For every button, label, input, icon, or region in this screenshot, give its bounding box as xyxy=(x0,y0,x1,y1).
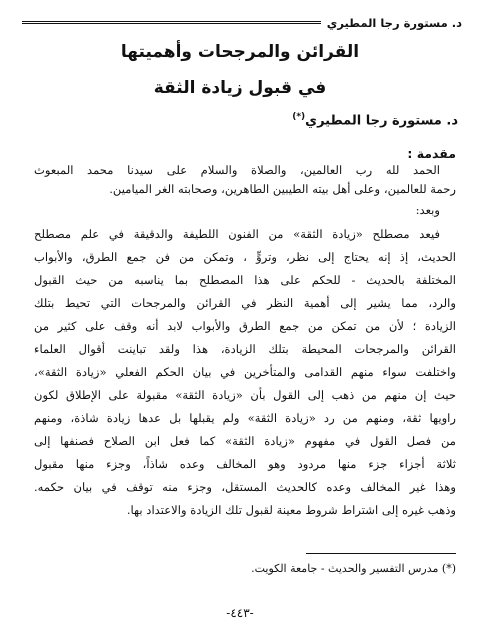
author-name: د. مستورة رجا المطيري xyxy=(305,113,458,129)
page-number: -٤٤٣- xyxy=(226,606,254,620)
body-line: فيعد مصطلح «زيادة الثقة» من الفنون اللطيفة والدقيقة في علم مصطلح xyxy=(34,227,440,241)
body-line: القرائن والمرجحات المحيطة بتلك الزيادة، هذا ولقد تباينت أقوال العلماء xyxy=(34,342,456,356)
section-heading: مقدمة : xyxy=(407,146,456,161)
article-title-line-1: القرائن والمرجحات وأهميتها xyxy=(120,42,360,62)
body-line: حيث إن منهم من ذهب إلى القول بأن «زيادة الثقة» مقبولة على الإطلاق لكون xyxy=(34,388,456,402)
body-line: والرد، مما يشير إلى أهمية النظر في القرائن والمرجحات التي تحيط بتلك xyxy=(34,296,456,310)
body-line: المختلفة بالحديث - للحكم على هذا المصطلح بما يناسبه من حيث القبول xyxy=(34,273,456,287)
body-line: واختلفت سواء منهم القدامى والمتأخرين في بيان الحكم الفعلي «زيادة الثقة»، xyxy=(34,365,456,379)
body-line: وبعد: xyxy=(415,203,440,217)
running-head-rule xyxy=(22,15,321,24)
body-line: من فصل القول في مفهوم «زيادة الثقة» كما فعل ابن الصلاح فصنفها إلى xyxy=(34,434,456,448)
body-line: وذهب غيره إلى اشتراط شروط معينة لقبول تلك الزيادة والاعتداد بها. xyxy=(126,503,456,517)
author-footnote-mark: (*) xyxy=(292,112,306,122)
body-line: الحمد لله رب العالمين، والصلاة والسلام على سيدنا محمد المبعوث xyxy=(34,163,440,177)
body-line: ثلاثة أجزاء جزء منها مردود وهو المخالف وعده شاذاً، وجزء منها مقبول xyxy=(34,457,456,471)
author-byline xyxy=(200,112,458,128)
footnote-divider xyxy=(306,553,456,554)
body-line: راويها ثقة، ومنهم من رد «زيادة الثقة» ولم يقبلها بل عدها زيادة شاذة، ومنهم xyxy=(34,411,456,425)
running-head xyxy=(22,8,462,30)
article-title-line-2: في قبول زيادة الثقة xyxy=(153,78,327,98)
body-line: الحديث، إذ إنه يحتاج إلى نظر، وتروٍّ ، وتمكن من فن جمع الطرق، والأبواب xyxy=(34,250,456,264)
body-line: الزيادة ؛ لأن من تمكن من جمع الطرق والأبواب لابد أنه وقف على كثير من xyxy=(34,319,456,333)
footnote: (*) مدرس التفسير والحديث - جامعة الكويت. xyxy=(251,562,456,575)
body-line: رحمة للعالمين، وعلى أهل بيته الطيبين الطاهرين، وصحابته الغر الميامين. xyxy=(109,182,456,196)
body-line: وهذا غير المخالف وعده كالحديث المستقل، وجزء منه توقف في بيان حكمه. xyxy=(34,480,456,494)
running-head-author: د. مستورة رجا المطيري xyxy=(326,16,462,30)
